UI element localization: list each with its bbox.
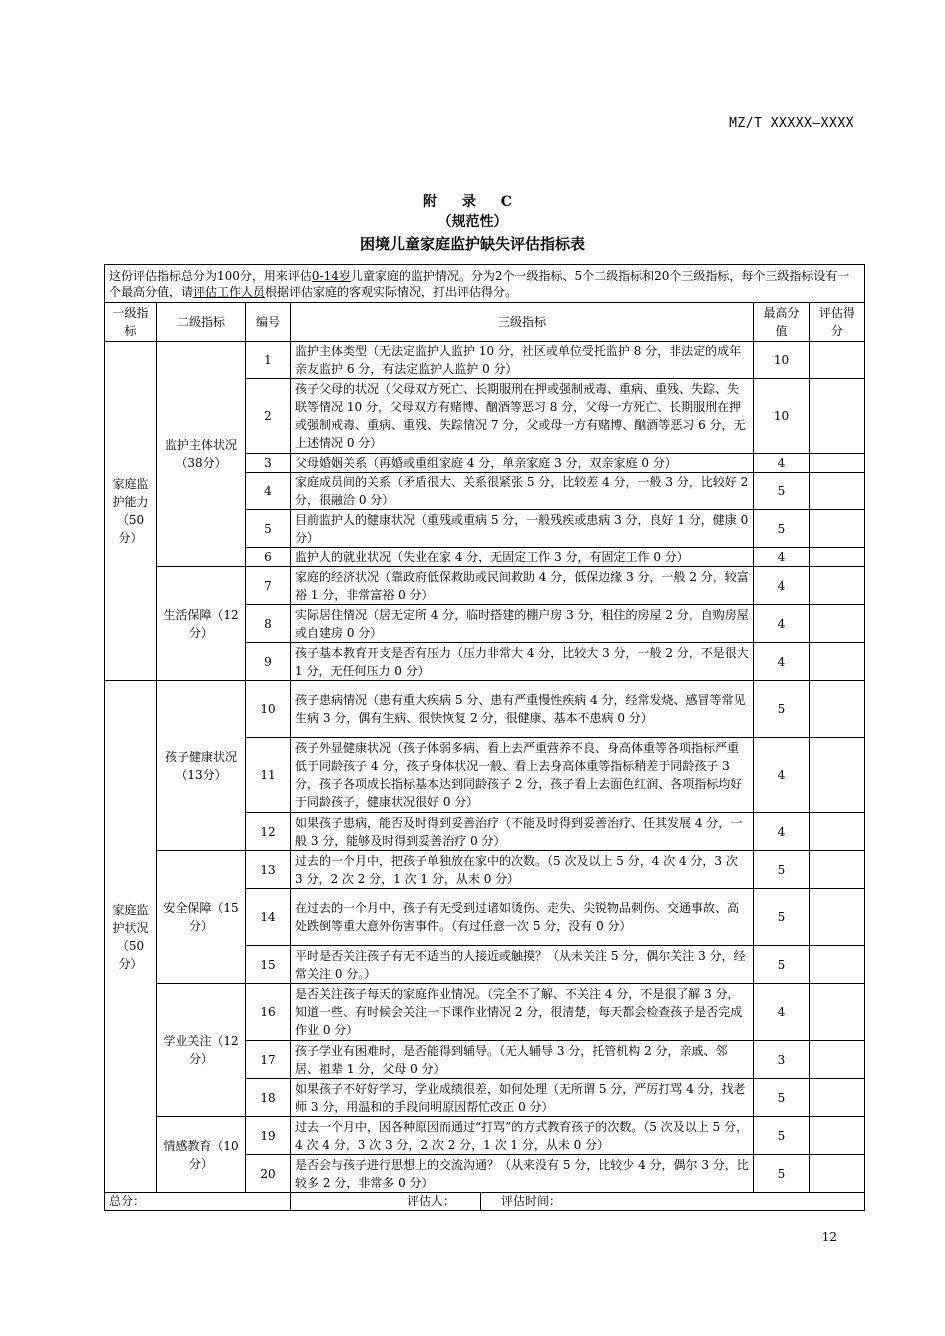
level2-cell: 生活保障（12分） (157, 567, 246, 681)
row-indicator: 孩子基本教育开支是否有压力（压力非常大 4 分，比较大 3 分，一般 2 分，不是很大 1 分，无任何压力 0 分） (291, 643, 754, 681)
row-no: 19 (246, 1117, 291, 1155)
level2-cell: 孩子健康状况（13分） (157, 681, 246, 851)
row-no: 13 (246, 851, 291, 889)
row-score-cell[interactable] (810, 1041, 865, 1079)
row-score-cell[interactable] (810, 379, 865, 454)
row-max: 3 (754, 1041, 810, 1079)
row-no: 3 (246, 454, 291, 473)
appendix-nature: （规范性） (437, 214, 508, 230)
row-no: 15 (246, 946, 291, 984)
row-indicator: 孩子外显健康状况（孩子体弱多病、看上去严重营养不良、身高体重等各项指标严重低于同龄孩子 4 分，孩子身体状况一般、看上去身高体重等指标稍差于同龄孩子 3 分，孩子各项成长指标基本达到同龄孩子 2 分，孩子看上去面色红润、各项指标均好于同龄孩子，健康状况很好 0 分） (291, 738, 754, 813)
row-indicator: 如果孩子不好好学习，学业成绩很差，如何处理（无所谓 5 分，严厉打骂 4 分，找老师 3 分，用温和的手段问明原因帮忙改正 0 分） (291, 1079, 754, 1117)
row-indicator: 在过去的一个月中，孩子有无受到过诸如烫伤、走失、尖锐物品刺伤、交通事故、高处跌倒等重大意外伤害事件。（有过任意一次 5 分，没有 0 分） (291, 889, 754, 946)
row-no: 4 (246, 473, 291, 510)
col-header-no: 编号 (246, 303, 291, 342)
appendix-label: 附 录 C (423, 194, 522, 210)
standard-code: MZ/T XXXXX—XXXX (729, 116, 854, 131)
row-indicator: 平时是否关注孩子有无不适当的人接近或触摸？（从未关注 5 分，偶尔关注 3 分，经常关注 0 分。） (291, 946, 754, 984)
row-indicator: 孩子父母的状况（父母双方死亡、长期服刑在押或强制戒毒、重病、重残、失踪、失联等情况 10 分，父母双方有赌博、酗酒等恶习 8 分，父母一方死亡、长期服刑在押或强制戒毒、重病、重残、失踪情况 7 分，父或母一方有赌博、酗酒等恶习 6 分，无上述情况 0 分） (291, 379, 754, 454)
row-score-cell[interactable] (810, 1117, 865, 1155)
row-no: 12 (246, 813, 291, 851)
row-max: 4 (754, 643, 810, 681)
row-no: 6 (246, 548, 291, 567)
footer-signoff (291, 1193, 865, 1211)
row-indicator: 父母婚姻关系（再婚或重组家庭 4 分，单亲家庭 3 分，双亲家庭 0 分） (291, 454, 754, 473)
col-header-max: 最高分值 (754, 303, 810, 342)
row-max: 5 (754, 1155, 810, 1193)
level1-cell: 家庭监护状况（50分） (105, 681, 157, 1193)
row-indicator: 实际居住情况（居无定所 4 分，临时搭建的棚户房 3 分，租住的房屋 2 分，自购房屋或自建房 0 分） (291, 605, 754, 643)
row-score-cell[interactable] (810, 510, 865, 548)
row-max: 5 (754, 946, 810, 984)
row-no: 2 (246, 379, 291, 454)
row-max: 5 (754, 889, 810, 946)
row-no: 14 (246, 889, 291, 946)
row-max: 4 (754, 567, 810, 605)
row-no: 18 (246, 1079, 291, 1117)
row-max: 5 (754, 510, 810, 548)
row-no: 1 (246, 342, 291, 379)
row-indicator: 是否关注孩子每天的家庭作业情况。（完全不了解、不关注 4 分，不是很了解 3 分，知道一些、有时候会关注一下课作业情况 2 分，很清楚，每天都会检查孩子是否完成作业 0 分） (291, 984, 754, 1041)
assessment-table (104, 264, 865, 1211)
row-max: 10 (754, 379, 810, 454)
row-max: 5 (754, 1079, 810, 1117)
row-score-cell[interactable] (810, 946, 865, 984)
level2-cell: 情感教育（10分） (157, 1117, 246, 1193)
row-indicator: 目前监护人的健康状况（重残或重病 5 分，一般残疾或患病 3 分，良好 1 分，健康 0 分） (291, 510, 754, 548)
row-max: 4 (754, 738, 810, 813)
row-indicator: 是否会与孩子进行思想上的交流沟通？（从来没有 5 分，比较少 4 分，偶尔 3 分，比较多 2 分，非常多 0 分） (291, 1155, 754, 1193)
row-no: 10 (246, 681, 291, 738)
row-score-cell[interactable] (810, 851, 865, 889)
assessor-field[interactable]: 评估人： (291, 1193, 481, 1210)
row-no: 20 (246, 1155, 291, 1193)
row-score-cell[interactable] (810, 1155, 865, 1193)
row-no: 5 (246, 510, 291, 548)
row-max: 5 (754, 851, 810, 889)
row-score-cell[interactable] (810, 1079, 865, 1117)
level2-cell: 监护主体状况（38分） (157, 342, 246, 567)
total-score-field[interactable]: 总分： (105, 1193, 291, 1211)
row-no: 17 (246, 1041, 291, 1079)
row-score-cell[interactable] (810, 984, 865, 1041)
intro-text: 这份评估指标总分为100分，用来评估0-14岁儿童家庭的监护情况。分为2个一级指标、5个二级指标和20个三级指标，每个三级指标设有一个最高分值，请评估工作人员根据评估家庭的客观实际情况，打出评估得分。 (105, 265, 865, 303)
row-indicator: 如果孩子患病，能否及时得到妥善治疗（不能及时得到妥善治疗、任其发展 4 分，一般 3 分，能够及时得到妥善治疗 0 分） (291, 813, 754, 851)
col-header-level3: 三级指标 (291, 303, 754, 342)
table-title: 困境儿童家庭监护缺失评估指标表 (359, 235, 585, 253)
level2-cell: 学业关注（12分） (157, 984, 246, 1117)
row-score-cell[interactable] (810, 342, 865, 379)
row-score-cell[interactable] (810, 889, 865, 946)
row-score-cell[interactable] (810, 643, 865, 681)
row-score-cell[interactable] (810, 454, 865, 473)
row-indicator: 孩子学业有困难时，是否能得到辅导。（无人辅导 3 分，托管机构 2 分，亲戚、邻居、祖辈 1 分，父母 0 分） (291, 1041, 754, 1079)
title-block (0, 192, 945, 256)
assessment-time-field[interactable]: 评估时间： (501, 1194, 562, 1208)
col-header-level1: 一级指标 (105, 303, 157, 342)
row-no: 16 (246, 984, 291, 1041)
row-no: 11 (246, 738, 291, 813)
row-score-cell[interactable] (810, 548, 865, 567)
row-max: 4 (754, 984, 810, 1041)
row-score-cell[interactable] (810, 738, 865, 813)
row-indicator: 孩子患病情况（患有重大疾病 5 分、患有严重慢性疾病 4 分，经常发烧、感冒等常见生病 3 分，偶有生病、很快恢复 2 分，很健康、基本不患病 0 分） (291, 681, 754, 738)
row-indicator: 监护人的就业状况（失业在家 4 分，无固定工作 3 分，有固定工作 0 分） (291, 548, 754, 567)
row-indicator: 过去一个月中，因各种原因而通过“打骂”的方式教育孩子的次数。（5 次及以上 5 分，4 次 4 分，3 次 3 分，2 次 2 分，1 次 1 分，从未 0 分） (291, 1117, 754, 1155)
level2-cell: 安全保障（15分） (157, 851, 246, 984)
row-indicator: 家庭成员间的关系（矛盾很大、关系很紧张 5 分，比较差 4 分，一般 3 分，比较好 2 分，很融洽 0 分） (291, 473, 754, 510)
row-score-cell[interactable] (810, 813, 865, 851)
row-indicator: 过去的一个月中，把孩子单独放在家中的次数。（5 次及以上 5 分，4 次 4 分，3 次 3 分，2 次 2 分，1 次 1 分，从未 0 分） (291, 851, 754, 889)
row-score-cell[interactable] (810, 681, 865, 738)
page-number: 12 (821, 1230, 837, 1244)
row-indicator: 监护主体类型（无法定监护人监护 10 分，社区或单位受托监护 8 分，非法定的成年亲友监护 6 分，有法定监护人监护 0 分） (291, 342, 754, 379)
row-max: 4 (754, 454, 810, 473)
row-no: 9 (246, 643, 291, 681)
row-max: 4 (754, 548, 810, 567)
row-max: 4 (754, 813, 810, 851)
row-score-cell[interactable] (810, 567, 865, 605)
row-max: 5 (754, 1117, 810, 1155)
col-header-level2: 二级指标 (157, 303, 246, 342)
row-score-cell[interactable] (810, 605, 865, 643)
row-max: 5 (754, 473, 810, 510)
col-header-score: 评估得分 (810, 303, 865, 342)
row-indicator: 家庭的经济状况（靠政府低保救助或民间救助 4 分，低保边缘 3 分，一般 2 分，较富裕 1 分，非常富裕 0 分） (291, 567, 754, 605)
row-max: 10 (754, 342, 810, 379)
row-max: 5 (754, 681, 810, 738)
level1-cell: 家庭监护能力（50分） (105, 342, 157, 681)
row-no: 7 (246, 567, 291, 605)
row-no: 8 (246, 605, 291, 643)
row-max: 4 (754, 605, 810, 643)
row-score-cell[interactable] (810, 473, 865, 510)
